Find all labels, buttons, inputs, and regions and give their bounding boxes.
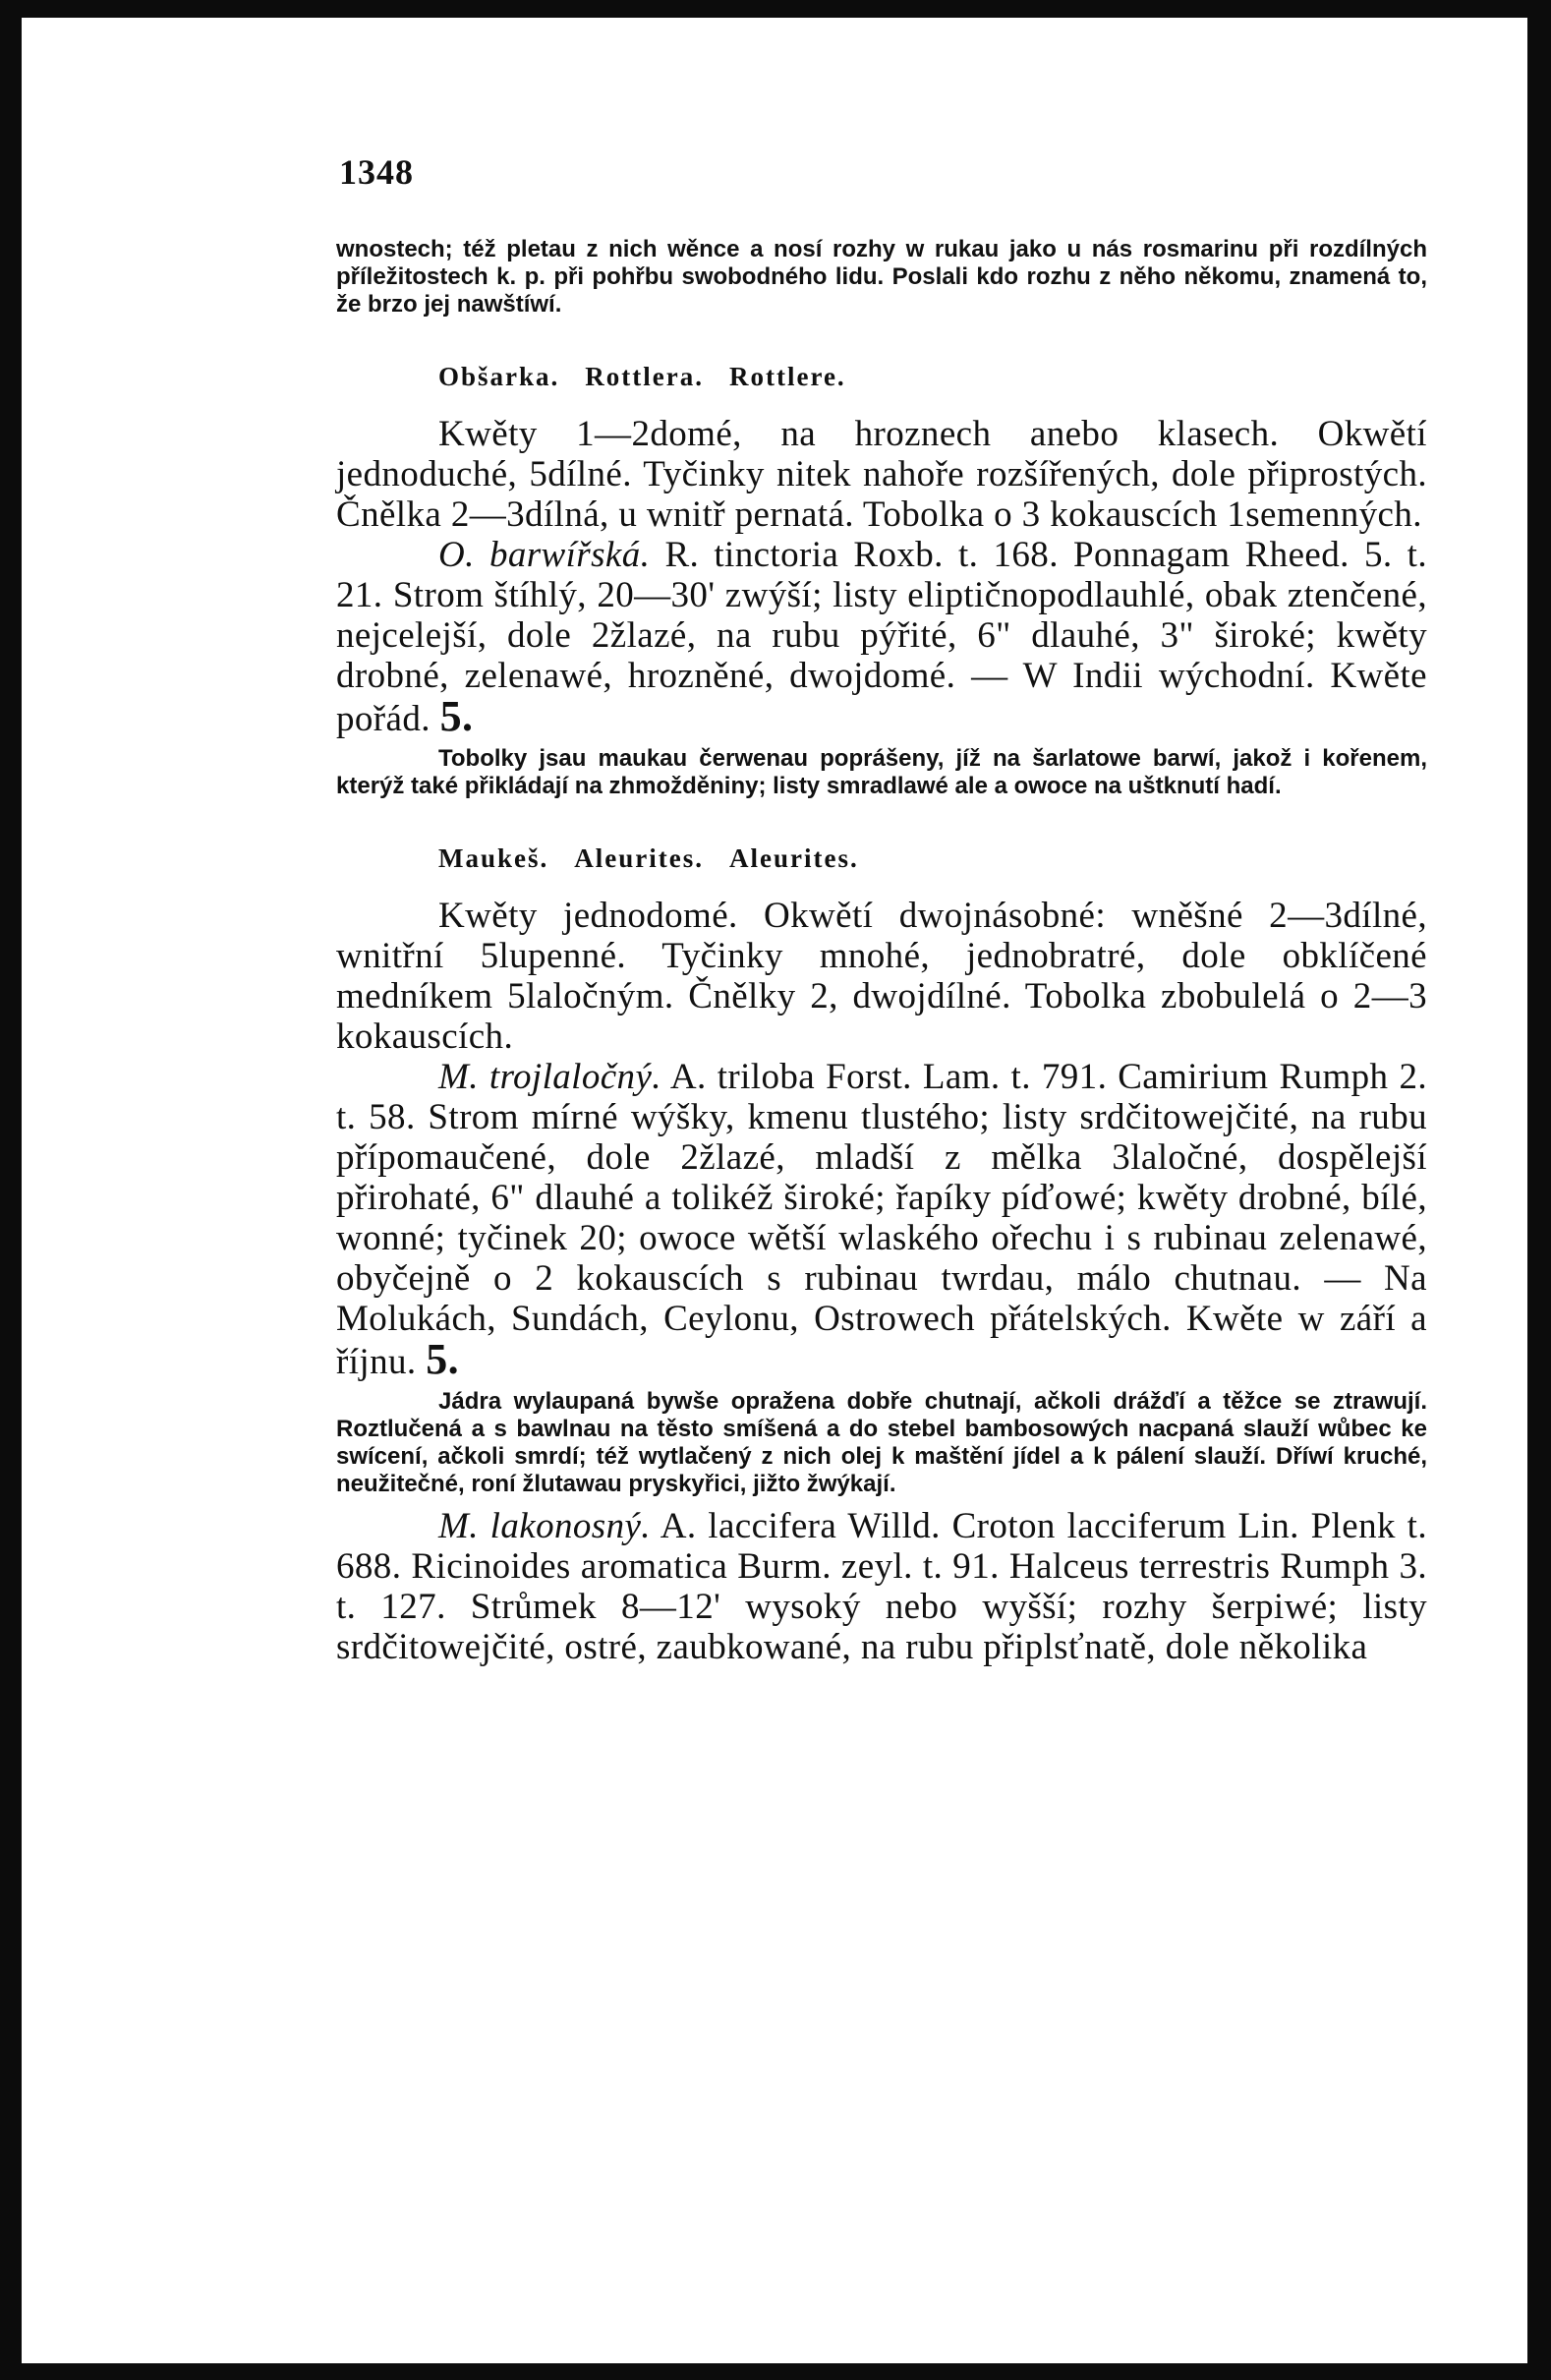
species-name: M. trojlaločný.: [438, 1057, 661, 1097]
perennial-mark: 5.: [426, 1335, 459, 1383]
species-name: O. barwířská.: [438, 535, 651, 575]
genus-description-aleurites: Kwěty jednodomé. Okwětí dwojnásobné: wněšné 2—3dílné, wnitřní 5lupenné. Tyčinky mnohé, jednobratré, dole obklíčené medníkem 5laločným. Čnělky 2, dwojdílné. Tobolka zbobulelá o 2—3 kokauscích.: [336, 896, 1427, 1057]
usage-note-aleurites: Jádra wylaupaná bywše opražena dobře chutnají, ačkoli drážďí a těžce se ztrawují. Roztlučená a s bawlnau na těsto smíšená a do stebel bambosowých nacpaná slauží wůbec ke swícení, ačkoli smrdí; též wytlačený z nich olej k maštění jídel a k pálení slauží. Dříwí kruché, neužitečné, roní žlutawau pryskyřici, jižto žwýkají.: [336, 1388, 1427, 1497]
species-name: M. lakonosný.: [438, 1506, 651, 1546]
page-content: [336, 151, 1427, 1667]
heading-latin-name: Aleurites.: [574, 843, 704, 873]
species-entry-aleurites-laccifera: [336, 1506, 1427, 1667]
perennial-mark: 5.: [439, 692, 474, 740]
genus-heading-rottlera: [438, 362, 1427, 392]
species-text: A. laccifera Willd. Croton lacciferum Lin. Plenk t. 688. Ricinoides aromatica Burm. zeyl. t. 91. Halceus terrestris Rumph 3. t. 127. Strůmek 8—12' wysoký nebo wyšší; rozhy šerpiwé; listy srdčitowejčité, ostré, zaubkowané, na rubu připlsťnatě, dole několika: [336, 1506, 1427, 1667]
book-page: [22, 18, 1527, 2363]
page-number: 1348: [339, 152, 414, 192]
species-text: A. triloba Forst. Lam. t. 791. Camirium Rumph 2. t. 58. Strom mírné wýšky, kmenu tlustého; listy srdčitowejčité, na rubu přípomaučené, dole 2žlazé, mladší z mělka 3laločné, dospělejší přirohaté, 6" dlauhé a tolikéž široké; řapíky píďowé; kwěty drobné, bílé, wonné; tyčinek 20; owoce wětší wlaského ořechu i s rubinau zelenawé, obyčejně o 2 kokauscích s rubinau twrdau, málo chutnau. — Na Molukách, Sundách, Ceylonu, Ostrowech přátelských. Kwěte w září a říjnu.: [336, 1057, 1428, 1382]
heading-czech-name: Obšarka.: [438, 362, 560, 391]
usage-note-rottlera: Tobolky jsau maukau čerwenau poprášeny, jíž na šarlatowe barwí, jakož i kořenem, kterýž také přikládají na zhmožděniny; listy smradlawé ale a owoce na uštknutí hadí.: [336, 745, 1427, 799]
genus-heading-aleurites: [438, 843, 1427, 874]
heading-latin-name: Rottlera.: [585, 362, 704, 391]
species-text: R. tinctoria Roxb. t. 168. Ponnagam Rheed. 5. t. 21. Strom štíhlý, 20—30' zwýší; listy eliptičnopodlauhlé, obak ztenčené, nejcelejší, dole 2žlazé, na rubu pýřité, 6" dlauhé, 3" široké; kwěty drobné, zelenawé, hrozněné, dwojdomé. — W Indii wýchodní. Kwěte pořád.: [336, 535, 1427, 739]
heading-latin-name-alt: Rottlere.: [728, 362, 846, 391]
species-entry-aleurites-triloba: [336, 1057, 1427, 1382]
heading-latin-name-alt: Aleurites.: [728, 843, 859, 873]
genus-description-rottlera: Kwěty 1—2domé, na hroznech anebo klasech. Okwětí jednoduché, 5dílné. Tyčinky nitek nahoře rozšířených, dole připrostých. Čnělka 2—3dílná, u wnitř pernatá. Tobolka o 3 kokauscích 1semenných.: [336, 414, 1427, 535]
intro-paragraph: wnostech; též pletau z nich wěnce a nosí rozhy w rukau jako u nás rosmarinu při rozdílných příležitostech k. p. při pohřbu swobodného lidu. Poslali kdo rozhu z něho někomu, znamená to, že brzo jej nawštíwí.: [336, 236, 1427, 318]
species-entry-rottlera: [336, 535, 1427, 739]
heading-czech-name: Maukeš.: [438, 843, 549, 873]
